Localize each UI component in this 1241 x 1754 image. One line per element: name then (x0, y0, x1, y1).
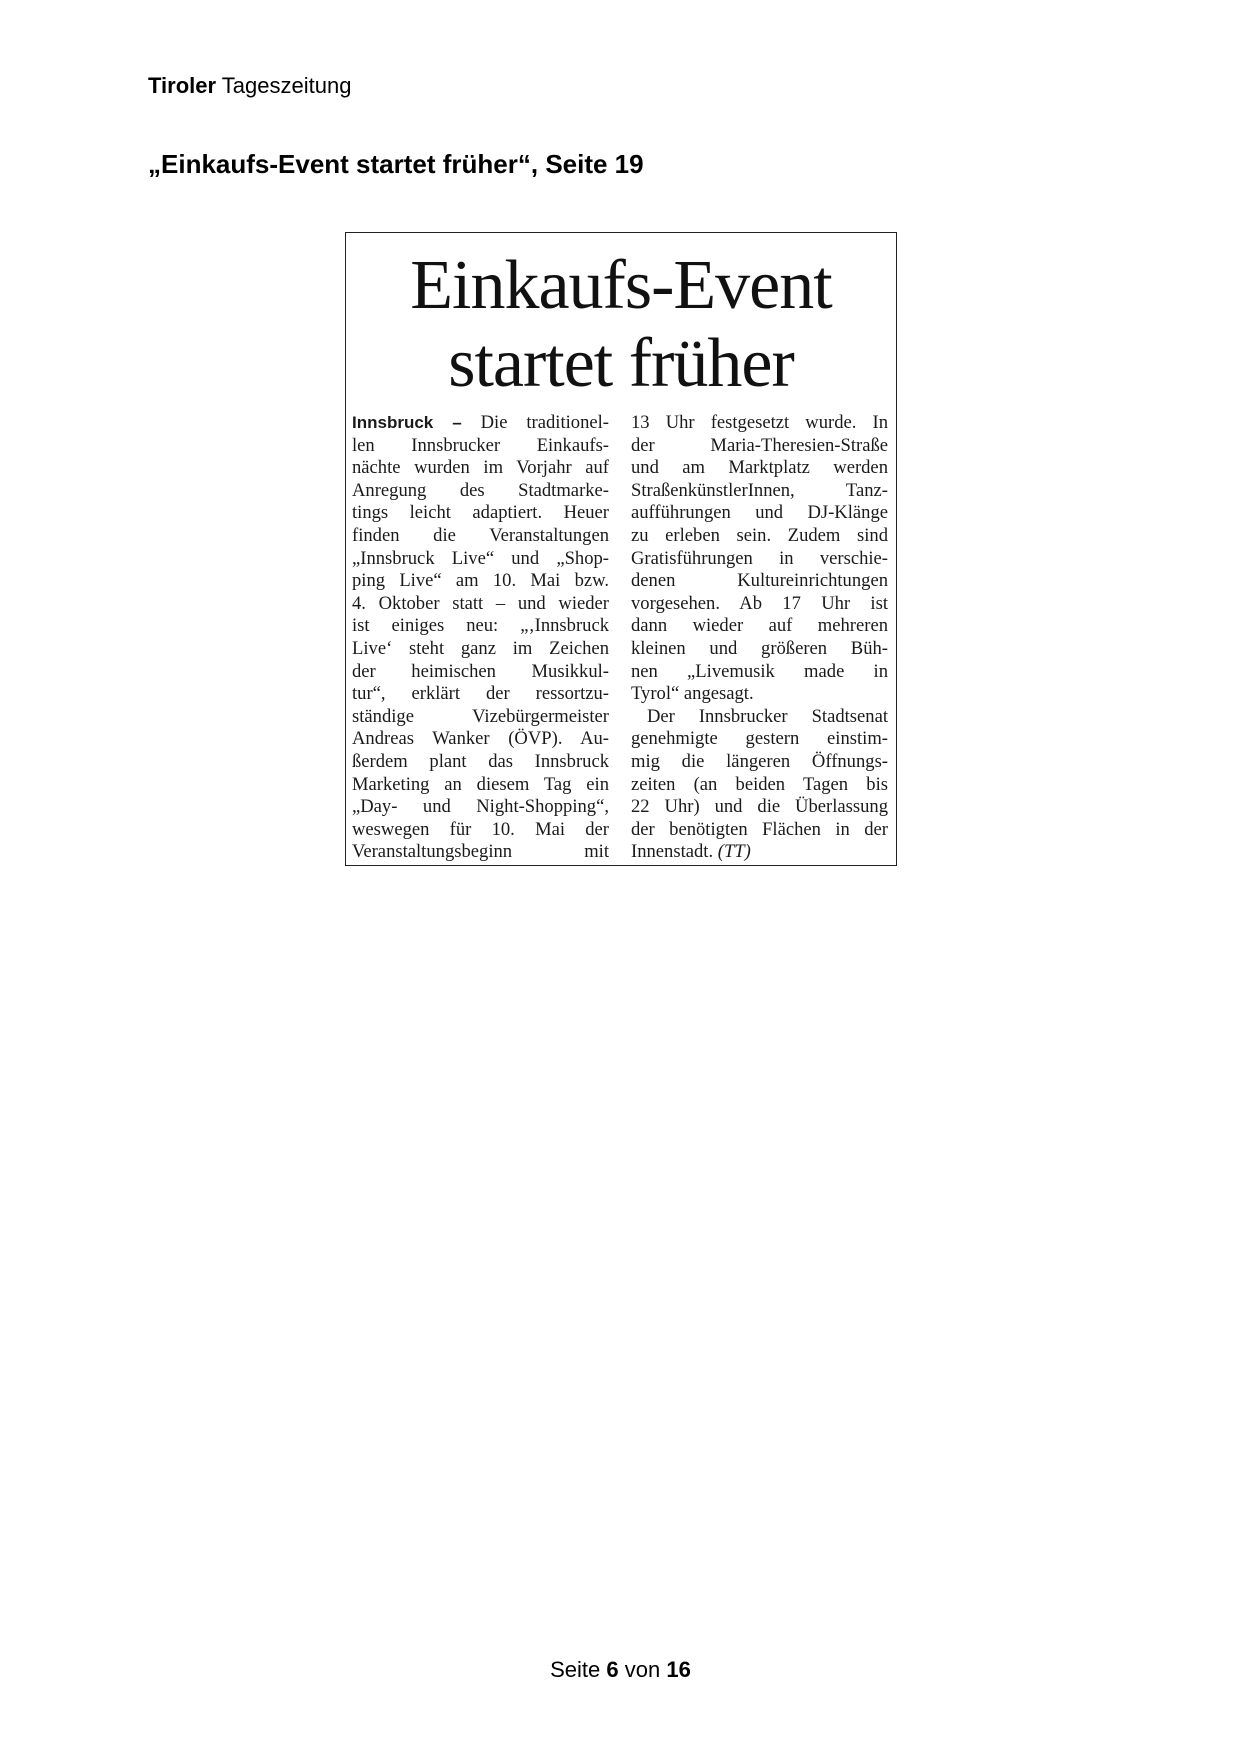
article-line: Tyrol“ angesagt. (631, 683, 754, 705)
article-line: und am Marktplatz werden (631, 457, 888, 479)
newspaper-clipping (345, 232, 897, 866)
dateline: Innsbruck – (352, 413, 462, 432)
article-line: der benötigten Flächen in der (631, 818, 888, 840)
article-line: dann wieder auf mehreren (631, 615, 888, 637)
page-separator: von (624, 1657, 661, 1682)
page-number (0, 1656, 1241, 1684)
article-line: 22 Uhr) und die Überlassung (631, 796, 888, 818)
article-line: Veranstaltungsbeginn mit (352, 841, 609, 863)
article-line: vorgesehen. Ab 17 Uhr ist (631, 592, 888, 614)
article-line: nächte wurden im Vorjahr auf (352, 457, 609, 479)
article-line: kleinen und größeren Büh- (631, 637, 888, 659)
article-line: zu erleben sein. Zudem sind (631, 524, 888, 546)
article-line: ßerdem plant das Innsbruck (352, 750, 609, 772)
total-pages: 16 (666, 1657, 691, 1682)
publication-name-bold: Tiroler (148, 73, 217, 98)
article-line: Live‘ steht ganz im Zeichen (352, 637, 609, 659)
article-line: ständige Vizebürgermeister (352, 705, 609, 727)
article-line: Der Innsbrucker Stadtsenat (647, 705, 888, 727)
article-line: ping Live“ am 10. Mai bzw. (352, 570, 609, 592)
article-reference: „Einkaufs-Event startet früher“, Seite 19 (148, 149, 644, 179)
article-line: der Maria-Theresien-Straße (631, 434, 888, 456)
article-line: len Innsbrucker Einkaufs- (352, 434, 609, 456)
article-line: 13 Uhr festgesetzt wurde. In (631, 412, 888, 433)
article-line: zeiten (an beiden Tagen bis (631, 773, 888, 795)
article-line: Andreas Wanker (ÖVP). Au- (352, 728, 609, 750)
article-column-left (352, 412, 609, 864)
article-line: Gratisführungen in verschie- (631, 547, 888, 569)
article-line (352, 412, 609, 435)
article-line: tur“, erklärt der ressortzu- (352, 683, 609, 705)
article-line: aufführungen und DJ-Klänge (631, 502, 888, 524)
article-line: weswegen für 10. Mai der (352, 818, 609, 840)
article-line: „Day- und Night-Shopping“, (352, 796, 609, 818)
author-signature: (TT) (717, 841, 751, 863)
article-line: mig die längeren Öffnungs- (631, 750, 888, 772)
article-column-right (631, 412, 888, 864)
article-line: Anregung des Stadtmarke- (352, 479, 609, 501)
current-page: 6 (606, 1657, 619, 1682)
clipping-title-line-1: Einkaufs-Event (410, 247, 832, 324)
article-line: nen „Livemusik made in (631, 660, 888, 682)
article-line: finden die Veranstaltungen (352, 524, 609, 546)
page-label: Seite (550, 1657, 601, 1682)
article-line: denen Kultureinrichtungen (631, 570, 888, 592)
clipping-title (346, 247, 896, 403)
article-line: StraßenkünstlerInnen, Tanz- (631, 479, 888, 501)
article-line: ist einiges neu: „‚Innsbruck (352, 615, 609, 637)
article-line (631, 841, 888, 864)
article-line: „Innsbruck Live“ und „Shop- (352, 547, 609, 569)
article-line-text: Die traditionel- (480, 412, 609, 433)
article-line: Marketing an diesem Tag ein (352, 773, 609, 795)
article-line: genehmigte gestern einstim- (631, 728, 888, 750)
article-line: tings leicht adaptiert. Heuer (352, 502, 609, 524)
clipping-title-line-2: startet früher (448, 325, 794, 402)
article-line: der heimischen Musikkul- (352, 660, 609, 682)
article-line: 4. Oktober statt – und wieder (352, 592, 609, 614)
publication-name (148, 72, 351, 100)
publication-name-regular: Tageszeitung (221, 73, 352, 98)
article-line-text: Innenstadt. (631, 841, 714, 863)
